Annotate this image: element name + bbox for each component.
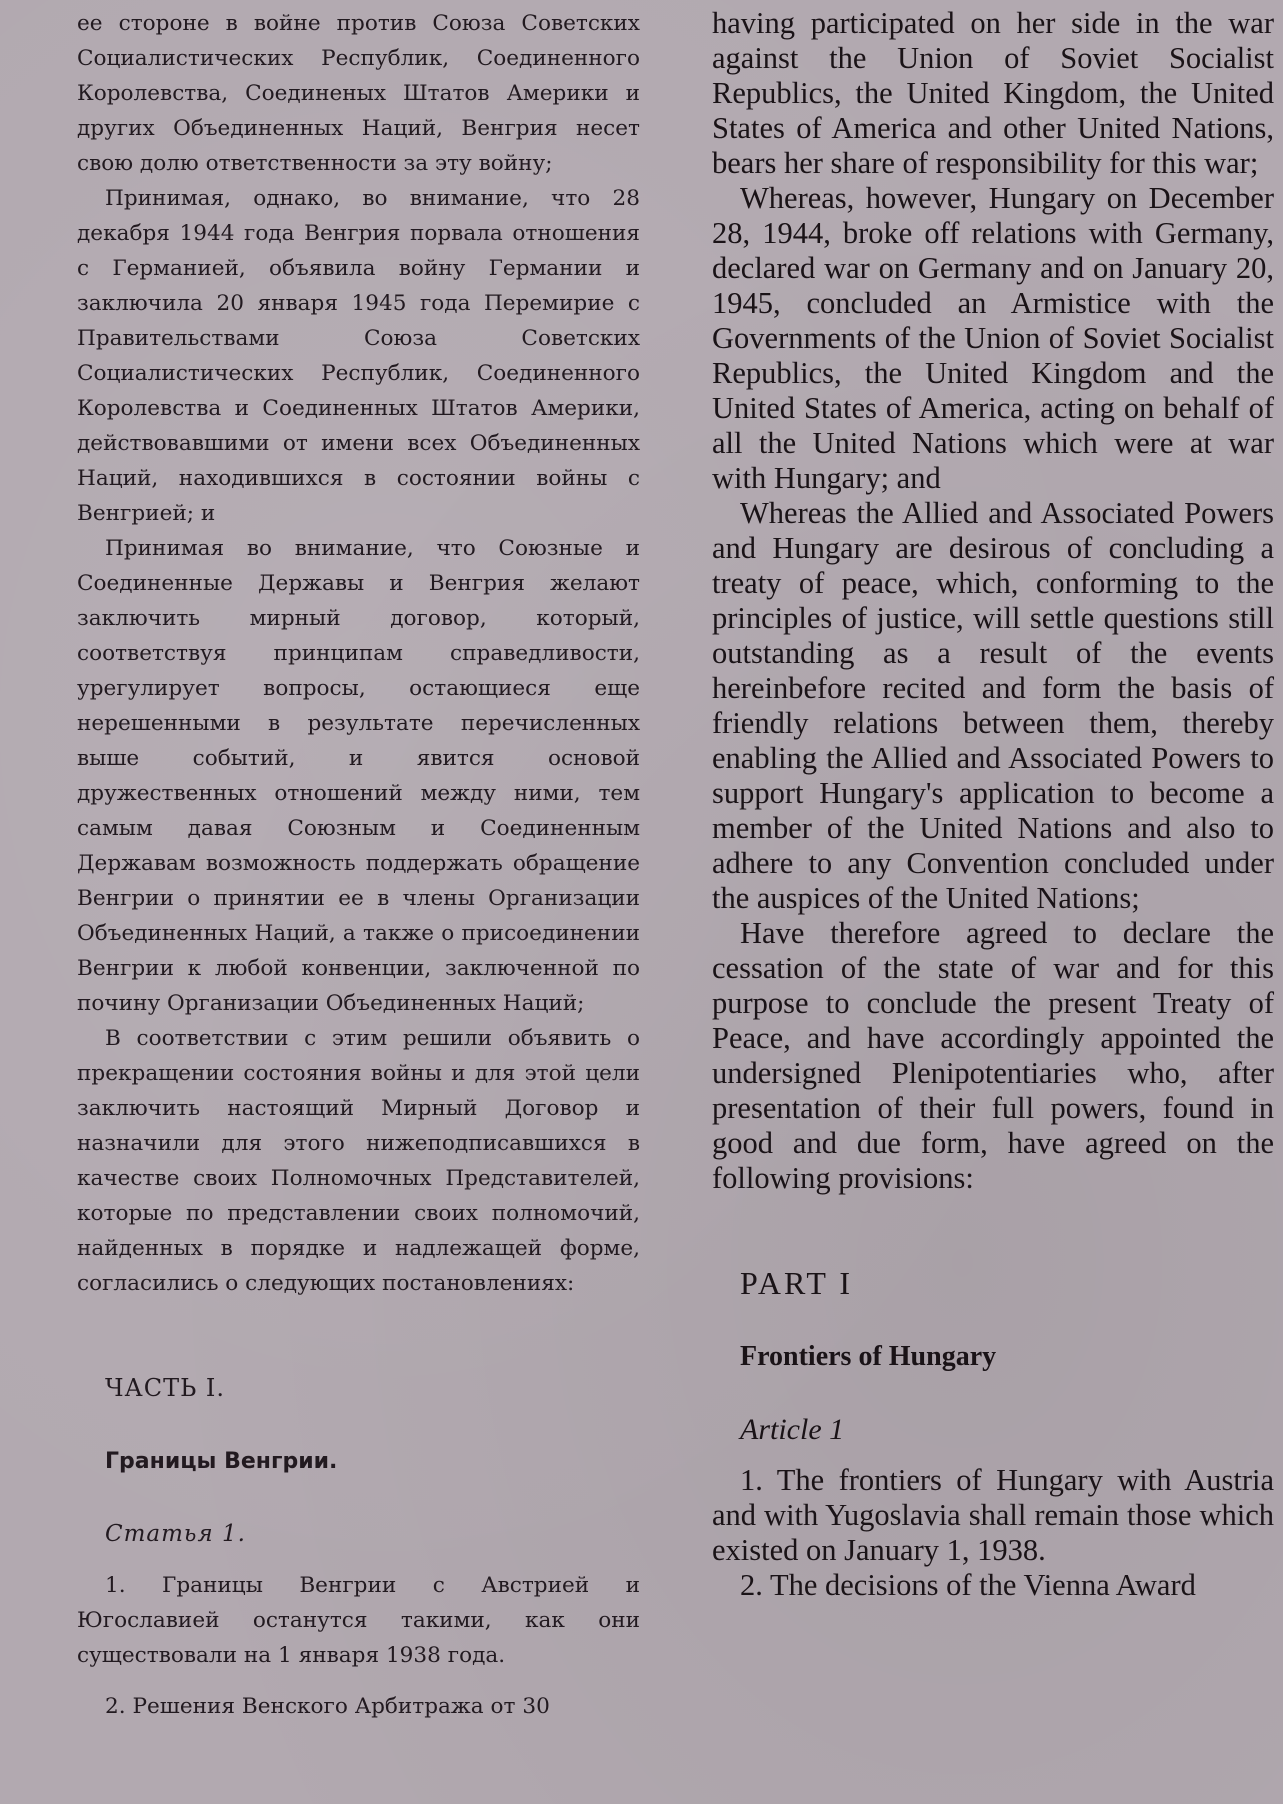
russian-column: [77, 6, 640, 1724]
en-paragraph-2: Whereas, however, Hungary on December 28, 1944, broke off relations with Germany, declared war on Germany and on January 20, 1945, concluded an Armistice with the Governments of the Union of Soviet Socialist Republics, the United Kingdom and the United States of America, acting on behalf of all the United Nations which were at war with Hungary; and: [712, 181, 1274, 495]
ru-paragraph-1: ее стороне в войне против Союза Советских Социалистических Республик, Соединенного Королевства, Соединеных Штатов Америки и других Объединенных Наций, Венгрия несет свою долю ответственности за эту войну;: [77, 11, 640, 176]
en-article-heading: Article 1: [740, 1413, 845, 1446]
en-article-paragraph-2: 2. The decisions of the Vienna Award: [740, 1568, 1196, 1602]
ru-spacer: [77, 1552, 640, 1568]
en-paragraph-3: Whereas the Allied and Associated Powers and Hungary are desirous of concluding a treaty of peace, which, conforming to the principles of justice, will settle questions still outstanding as a result of the events hereinbefore recited and form the basis of friendly relations between them, thereby enabling the Allied and Associated Powers to support Hungary's application to become a member of the United Nations and also to adhere to any Convention concluded under the auspices of the United Nations;: [712, 496, 1274, 915]
en-spacer: [712, 1196, 1274, 1266]
ru-paragraph-2: Принимая, однако, во внимание, что 28 декабря 1944 года Венгрия порвала отношения с Германией, объявила войну Германии и заключила 20 января 1945 года Перемирие с Правительствами Союза Советских Социалистических Республик, Соединенного Королевства и Соединенных Штатов Америки, действовавшими от имени всех Объединенных Наций, находившихся в состоянии войны с Венгрией; и: [77, 186, 640, 526]
ru-spacer: [77, 1301, 640, 1371]
ru-section-title: Границы Венгрии.: [105, 1449, 338, 1474]
ru-paragraph-3: Принимая во внимание, что Союзные и Соединенные Державы и Венгрия желают заключить мирный договор, который, соответствуя принципам справедливости, урегулирует вопросы, остающиеся еще нерешенными в результате перечисленных выше событий, и явится основой дружественных отношений между ними, тем самым давая Союзным и Соединенным Державам возможность поддержать обращение Венгрии о принятии ее в члены Организации Объединенных Наций, а также о присоединении Венгрии к любой конвенции, заключенной по почину Организации Объединенных Наций;: [77, 536, 640, 1016]
en-spacer: [712, 1301, 1274, 1339]
ru-article-heading: Статья 1.: [105, 1521, 246, 1547]
ru-spacer: [77, 1406, 640, 1444]
en-paragraph-1: having participated on her side in the war against the Union of Soviet Socialist Republics, the United Kingdom, the United States of America and other United Nations, bears her share of responsibility for this war;: [712, 6, 1274, 180]
ru-article-paragraph-1: 1. Границы Венгрии с Австрией и Югославией останутся такими, как они существовали на 1 января 1938 года.: [77, 1573, 640, 1668]
ru-spacer: [77, 1673, 640, 1689]
en-section-title: Frontiers of Hungary: [740, 1341, 997, 1372]
en-spacer: [712, 1374, 1274, 1412]
english-column: [712, 6, 1274, 1603]
en-part-heading: PART I: [740, 1265, 854, 1301]
en-article-paragraph-1: 1. The frontiers of Hungary with Austria and with Yugoslavia shall remain those which existed on January 1, 1938.: [712, 1463, 1274, 1567]
ru-spacer: [77, 1479, 640, 1517]
ru-article-paragraph-2: 2. Решения Венского Арбитража от 30: [105, 1694, 550, 1719]
ru-part-heading: ЧАСТЬ I.: [105, 1374, 226, 1402]
en-spacer: [712, 1447, 1274, 1463]
ru-paragraph-4: В соответствии с этим решили объявить о прекращении состояния войны и для этой цели заключить настоящий Мирный Договор и назначили для этого нижеподписавшихся в качестве своих Полномочных Представителей, которые по представлении своих полномочий, найденных в порядке и надлежащей форме, согласились о следующих постановлениях:: [77, 1026, 640, 1296]
en-paragraph-4: Have therefore agreed to declare the cessation of the state of war and for this purpose to conclude the present Treaty of Peace, and have accordingly appointed the undersigned Plenipotentiaries who, after presentation of their full powers, found in good and due form, have agreed on the following provisions:: [712, 916, 1274, 1195]
